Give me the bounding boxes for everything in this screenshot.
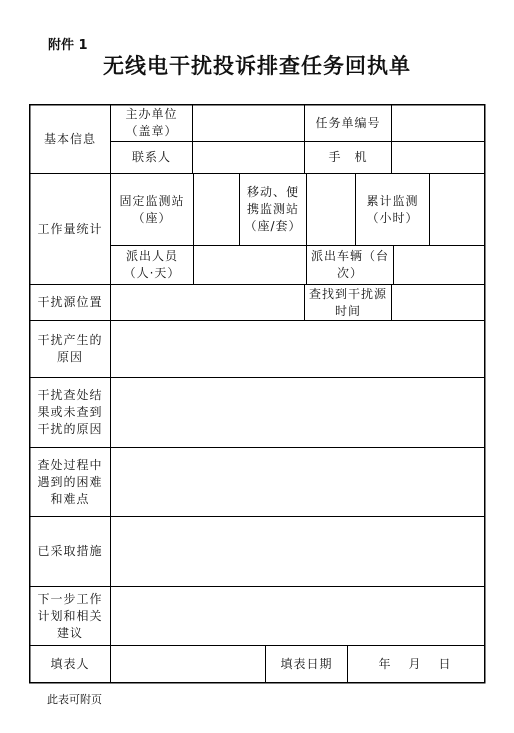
fill-date-label: 填表日期 bbox=[280, 657, 333, 671]
basic-info-label: 基本信息 bbox=[43, 131, 96, 146]
cause-field[interactable] bbox=[111, 321, 484, 377]
difficulties-field[interactable] bbox=[111, 448, 484, 516]
result-label: 干扰查处结果或未查到干扰的原因 bbox=[37, 388, 103, 436]
dispatched-vehicles-label: 派出车辆（台次） bbox=[311, 249, 390, 280]
attachment-label: 附件 1 bbox=[48, 38, 88, 53]
workload-label: 工作量统计 bbox=[37, 221, 103, 236]
dispatched-personnel-label: 派出人员（人·天） bbox=[123, 249, 181, 280]
measures-label: 已采取措施 bbox=[37, 544, 103, 558]
next-plan-field[interactable] bbox=[111, 587, 484, 645]
contact-label: 联系人 bbox=[131, 150, 171, 164]
phone-label: 手 机 bbox=[328, 150, 368, 164]
measures-field[interactable] bbox=[111, 517, 484, 586]
task-number-label: 任务单编号 bbox=[315, 115, 381, 130]
form-title: 无线电干扰投诉排查任务回执单 bbox=[103, 53, 411, 78]
fill-date-field[interactable]: 年 月 日 bbox=[378, 657, 454, 671]
phone-field[interactable] bbox=[392, 142, 484, 173]
footer-note: 此表可附页 bbox=[47, 693, 102, 706]
contact-field[interactable] bbox=[193, 142, 304, 173]
result-field[interactable] bbox=[111, 378, 484, 447]
interference-location-field[interactable] bbox=[111, 285, 304, 320]
host-unit-field[interactable] bbox=[193, 105, 304, 141]
task-number-field[interactable] bbox=[392, 105, 484, 141]
time-found-label: 查找到干扰源时间 bbox=[309, 286, 388, 318]
mobile-station-field[interactable] bbox=[307, 174, 355, 245]
cumulative-monitoring-label: 累计监测（小时） bbox=[366, 193, 419, 225]
filler-label: 填表人 bbox=[50, 657, 90, 671]
fixed-station-field[interactable] bbox=[194, 174, 239, 245]
fixed-station-label: 固定监测站（座） bbox=[119, 193, 185, 225]
dispatched-vehicles-field[interactable] bbox=[394, 246, 484, 284]
host-unit-label: 主办单位（盖章） bbox=[125, 107, 178, 138]
time-found-field[interactable] bbox=[392, 285, 484, 320]
difficulties-label: 查处过程中遇到的困难和难点 bbox=[37, 457, 103, 506]
cumulative-monitoring-field[interactable] bbox=[430, 174, 484, 245]
interference-location-label: 干扰源位置 bbox=[37, 295, 103, 309]
mobile-station-label: 移动、便携监测站（座/套） bbox=[244, 185, 302, 233]
next-plan-label: 下一步工作计划和相关建议 bbox=[37, 591, 103, 640]
dispatched-personnel-field[interactable] bbox=[194, 246, 306, 284]
cause-label: 干扰产生的原因 bbox=[37, 333, 103, 364]
filler-field[interactable] bbox=[111, 646, 265, 683]
